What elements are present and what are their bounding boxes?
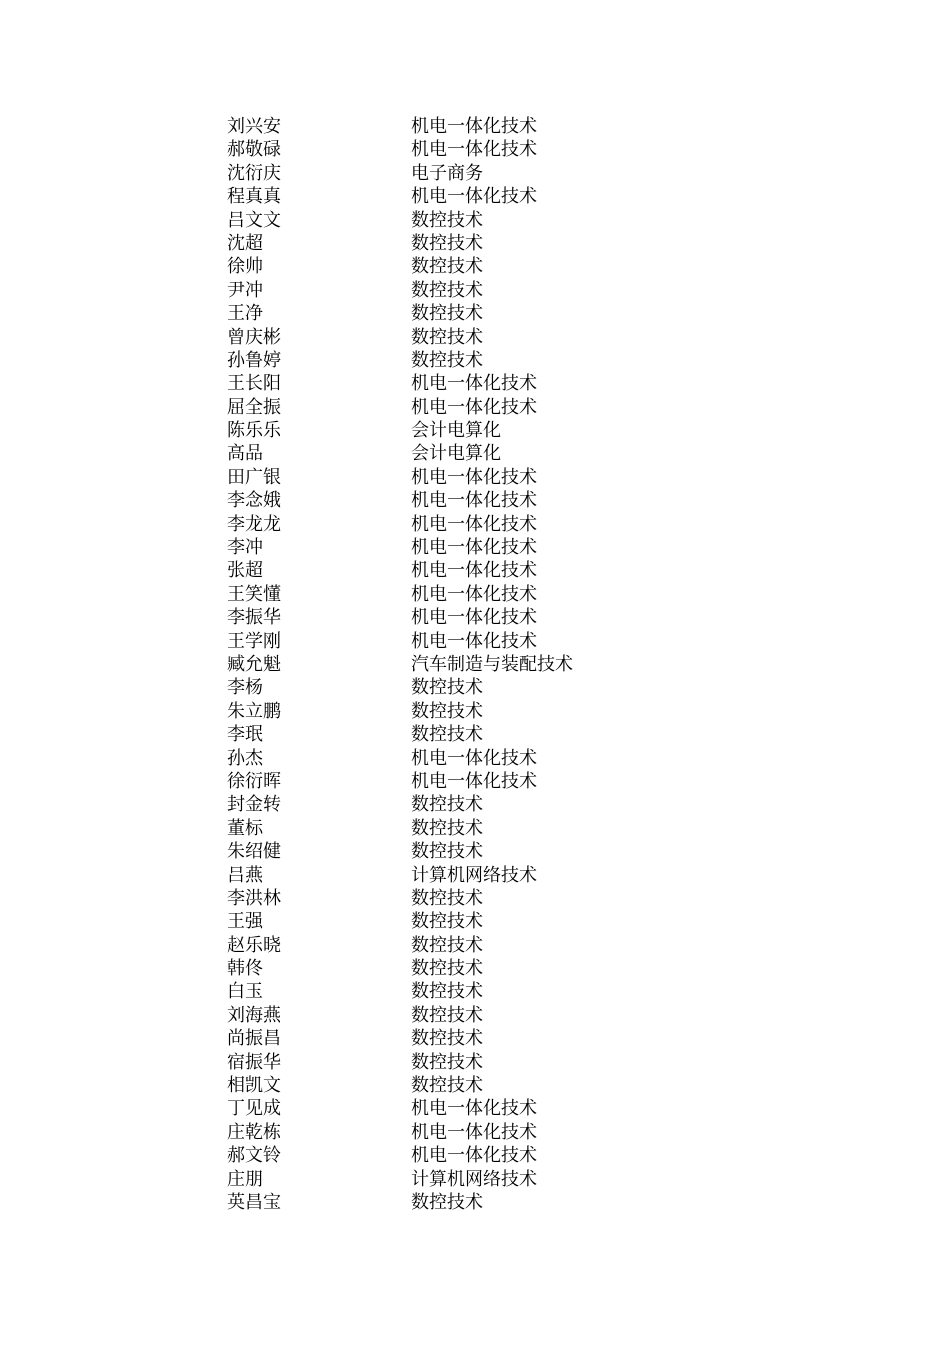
table-row — [227, 396, 727, 419]
table-row — [227, 700, 727, 723]
student-name: 朱绍健 — [227, 841, 281, 863]
student-major: 计算机网络技术 — [411, 1168, 537, 1190]
student-name: 白玉 — [227, 981, 263, 1003]
student-major: 机电一体化技术 — [411, 607, 537, 629]
table-row — [227, 209, 727, 232]
table-row — [227, 583, 727, 606]
student-major: 数控技术 — [411, 326, 483, 348]
table-row — [227, 1121, 727, 1144]
student-name: 赵乐晓 — [227, 934, 281, 956]
student-name: 丁见成 — [227, 1098, 281, 1120]
table-row — [227, 185, 727, 208]
student-name: 李珉 — [227, 724, 263, 746]
student-name: 李龙龙 — [227, 513, 281, 535]
student-major: 机电一体化技术 — [411, 373, 537, 395]
student-name: 尚振昌 — [227, 1028, 281, 1050]
table-row — [227, 419, 727, 442]
student-major: 机电一体化技术 — [411, 583, 537, 605]
student-name: 张超 — [227, 560, 263, 582]
student-name: 尹冲 — [227, 279, 263, 301]
student-name: 李洪林 — [227, 887, 281, 909]
table-row — [227, 326, 727, 349]
table-row — [227, 910, 727, 933]
table-row — [227, 489, 727, 512]
student-name: 沈超 — [227, 232, 263, 254]
table-row — [227, 1074, 727, 1097]
student-major: 数控技术 — [411, 1051, 483, 1073]
student-name: 王长阳 — [227, 373, 281, 395]
student-major: 数控技术 — [411, 349, 483, 371]
student-major: 机电一体化技术 — [411, 396, 537, 418]
student-name: 郝敬碌 — [227, 139, 281, 161]
table-row — [227, 349, 727, 372]
student-name: 李念娥 — [227, 490, 281, 512]
table-row — [227, 138, 727, 161]
student-name: 吕文文 — [227, 209, 281, 231]
student-major: 数控技术 — [411, 700, 483, 722]
student-major: 数控技术 — [411, 232, 483, 254]
student-name: 李振华 — [227, 607, 281, 629]
table-row — [227, 980, 727, 1003]
table-row — [227, 302, 727, 325]
student-major: 机电一体化技术 — [411, 1121, 537, 1143]
student-major: 数控技术 — [411, 1028, 483, 1050]
table-row — [227, 1191, 727, 1214]
student-major: 会计电算化 — [411, 420, 501, 442]
student-name: 庄朋 — [227, 1168, 263, 1190]
student-name: 曾庆彬 — [227, 326, 281, 348]
student-name: 英昌宝 — [227, 1191, 281, 1213]
student-name: 王笑懂 — [227, 583, 281, 605]
student-major: 数控技术 — [411, 958, 483, 980]
student-major: 机电一体化技术 — [411, 630, 537, 652]
student-name: 封金转 — [227, 794, 281, 816]
table-row — [227, 1051, 727, 1074]
table-row — [227, 840, 727, 863]
student-major: 数控技术 — [411, 981, 483, 1003]
table-row — [227, 653, 727, 676]
student-name: 孙鲁婷 — [227, 349, 281, 371]
student-major: 数控技术 — [411, 817, 483, 839]
student-name: 陈乐乐 — [227, 420, 281, 442]
table-row — [227, 817, 727, 840]
student-name: 董标 — [227, 817, 263, 839]
table-row — [227, 864, 727, 887]
student-name: 王强 — [227, 911, 263, 933]
student-major: 数控技术 — [411, 934, 483, 956]
student-major: 机电一体化技术 — [411, 560, 537, 582]
student-major: 汽车制造与装配技术 — [411, 653, 573, 675]
student-name: 程真真 — [227, 186, 281, 208]
table-row — [227, 162, 727, 185]
student-major: 数控技术 — [411, 677, 483, 699]
table-row — [227, 372, 727, 395]
student-major: 机电一体化技术 — [411, 1145, 537, 1167]
table-row — [227, 793, 727, 816]
student-major: 机电一体化技术 — [411, 770, 537, 792]
table-row — [227, 559, 727, 582]
student-name: 高品 — [227, 443, 263, 465]
table-row — [227, 1004, 727, 1027]
student-name: 李冲 — [227, 537, 263, 559]
student-major: 数控技术 — [411, 841, 483, 863]
student-name: 刘海燕 — [227, 1004, 281, 1026]
table-row — [227, 1144, 727, 1167]
student-roster — [227, 115, 727, 1214]
table-row — [227, 255, 727, 278]
student-major: 数控技术 — [411, 303, 483, 325]
student-major: 数控技术 — [411, 794, 483, 816]
student-major: 机电一体化技术 — [411, 139, 537, 161]
student-name: 徐衍晖 — [227, 770, 281, 792]
student-name: 屈全振 — [227, 396, 281, 418]
student-name: 吕燕 — [227, 864, 263, 886]
table-row — [227, 115, 727, 138]
table-row — [227, 957, 727, 980]
student-name: 沈衍庆 — [227, 162, 281, 184]
table-row — [227, 1027, 727, 1050]
student-name: 郝文铃 — [227, 1145, 281, 1167]
student-name: 朱立鹏 — [227, 700, 281, 722]
table-row — [227, 513, 727, 536]
table-row — [227, 747, 727, 770]
student-major: 数控技术 — [411, 279, 483, 301]
student-major: 计算机网络技术 — [411, 864, 537, 886]
student-major: 机电一体化技术 — [411, 747, 537, 769]
student-major: 机电一体化技术 — [411, 490, 537, 512]
table-row — [227, 887, 727, 910]
student-major: 机电一体化技术 — [411, 186, 537, 208]
student-name: 王净 — [227, 303, 263, 325]
table-row — [227, 723, 727, 746]
table-row — [227, 676, 727, 699]
student-major: 数控技术 — [411, 256, 483, 278]
student-name: 韩佟 — [227, 958, 263, 980]
student-major: 机电一体化技术 — [411, 537, 537, 559]
table-row — [227, 466, 727, 489]
student-name: 臧允魁 — [227, 653, 281, 675]
student-major: 数控技术 — [411, 209, 483, 231]
student-major: 数控技术 — [411, 1004, 483, 1026]
student-major: 数控技术 — [411, 1075, 483, 1097]
student-major: 数控技术 — [411, 724, 483, 746]
table-row — [227, 232, 727, 255]
table-row — [227, 1097, 727, 1120]
student-name: 宿振华 — [227, 1051, 281, 1073]
table-row — [227, 442, 727, 465]
table-row — [227, 934, 727, 957]
student-major: 数控技术 — [411, 1191, 483, 1213]
table-row — [227, 279, 727, 302]
student-major: 会计电算化 — [411, 443, 501, 465]
table-row — [227, 630, 727, 653]
student-name: 庄乾栋 — [227, 1121, 281, 1143]
student-major: 机电一体化技术 — [411, 116, 537, 137]
student-major: 数控技术 — [411, 887, 483, 909]
student-name: 徐帅 — [227, 256, 263, 278]
table-row — [227, 536, 727, 559]
student-name: 孙杰 — [227, 747, 263, 769]
student-name: 田广银 — [227, 466, 281, 488]
student-name: 相凯文 — [227, 1075, 281, 1097]
student-major: 电子商务 — [411, 162, 483, 184]
student-name: 王学刚 — [227, 630, 281, 652]
student-major: 机电一体化技术 — [411, 466, 537, 488]
student-major: 机电一体化技术 — [411, 1098, 537, 1120]
table-row — [227, 1168, 727, 1191]
student-name: 李杨 — [227, 677, 263, 699]
student-name: 刘兴安 — [227, 116, 281, 137]
student-major: 机电一体化技术 — [411, 513, 537, 535]
table-row — [227, 770, 727, 793]
student-major: 数控技术 — [411, 911, 483, 933]
table-row — [227, 606, 727, 629]
